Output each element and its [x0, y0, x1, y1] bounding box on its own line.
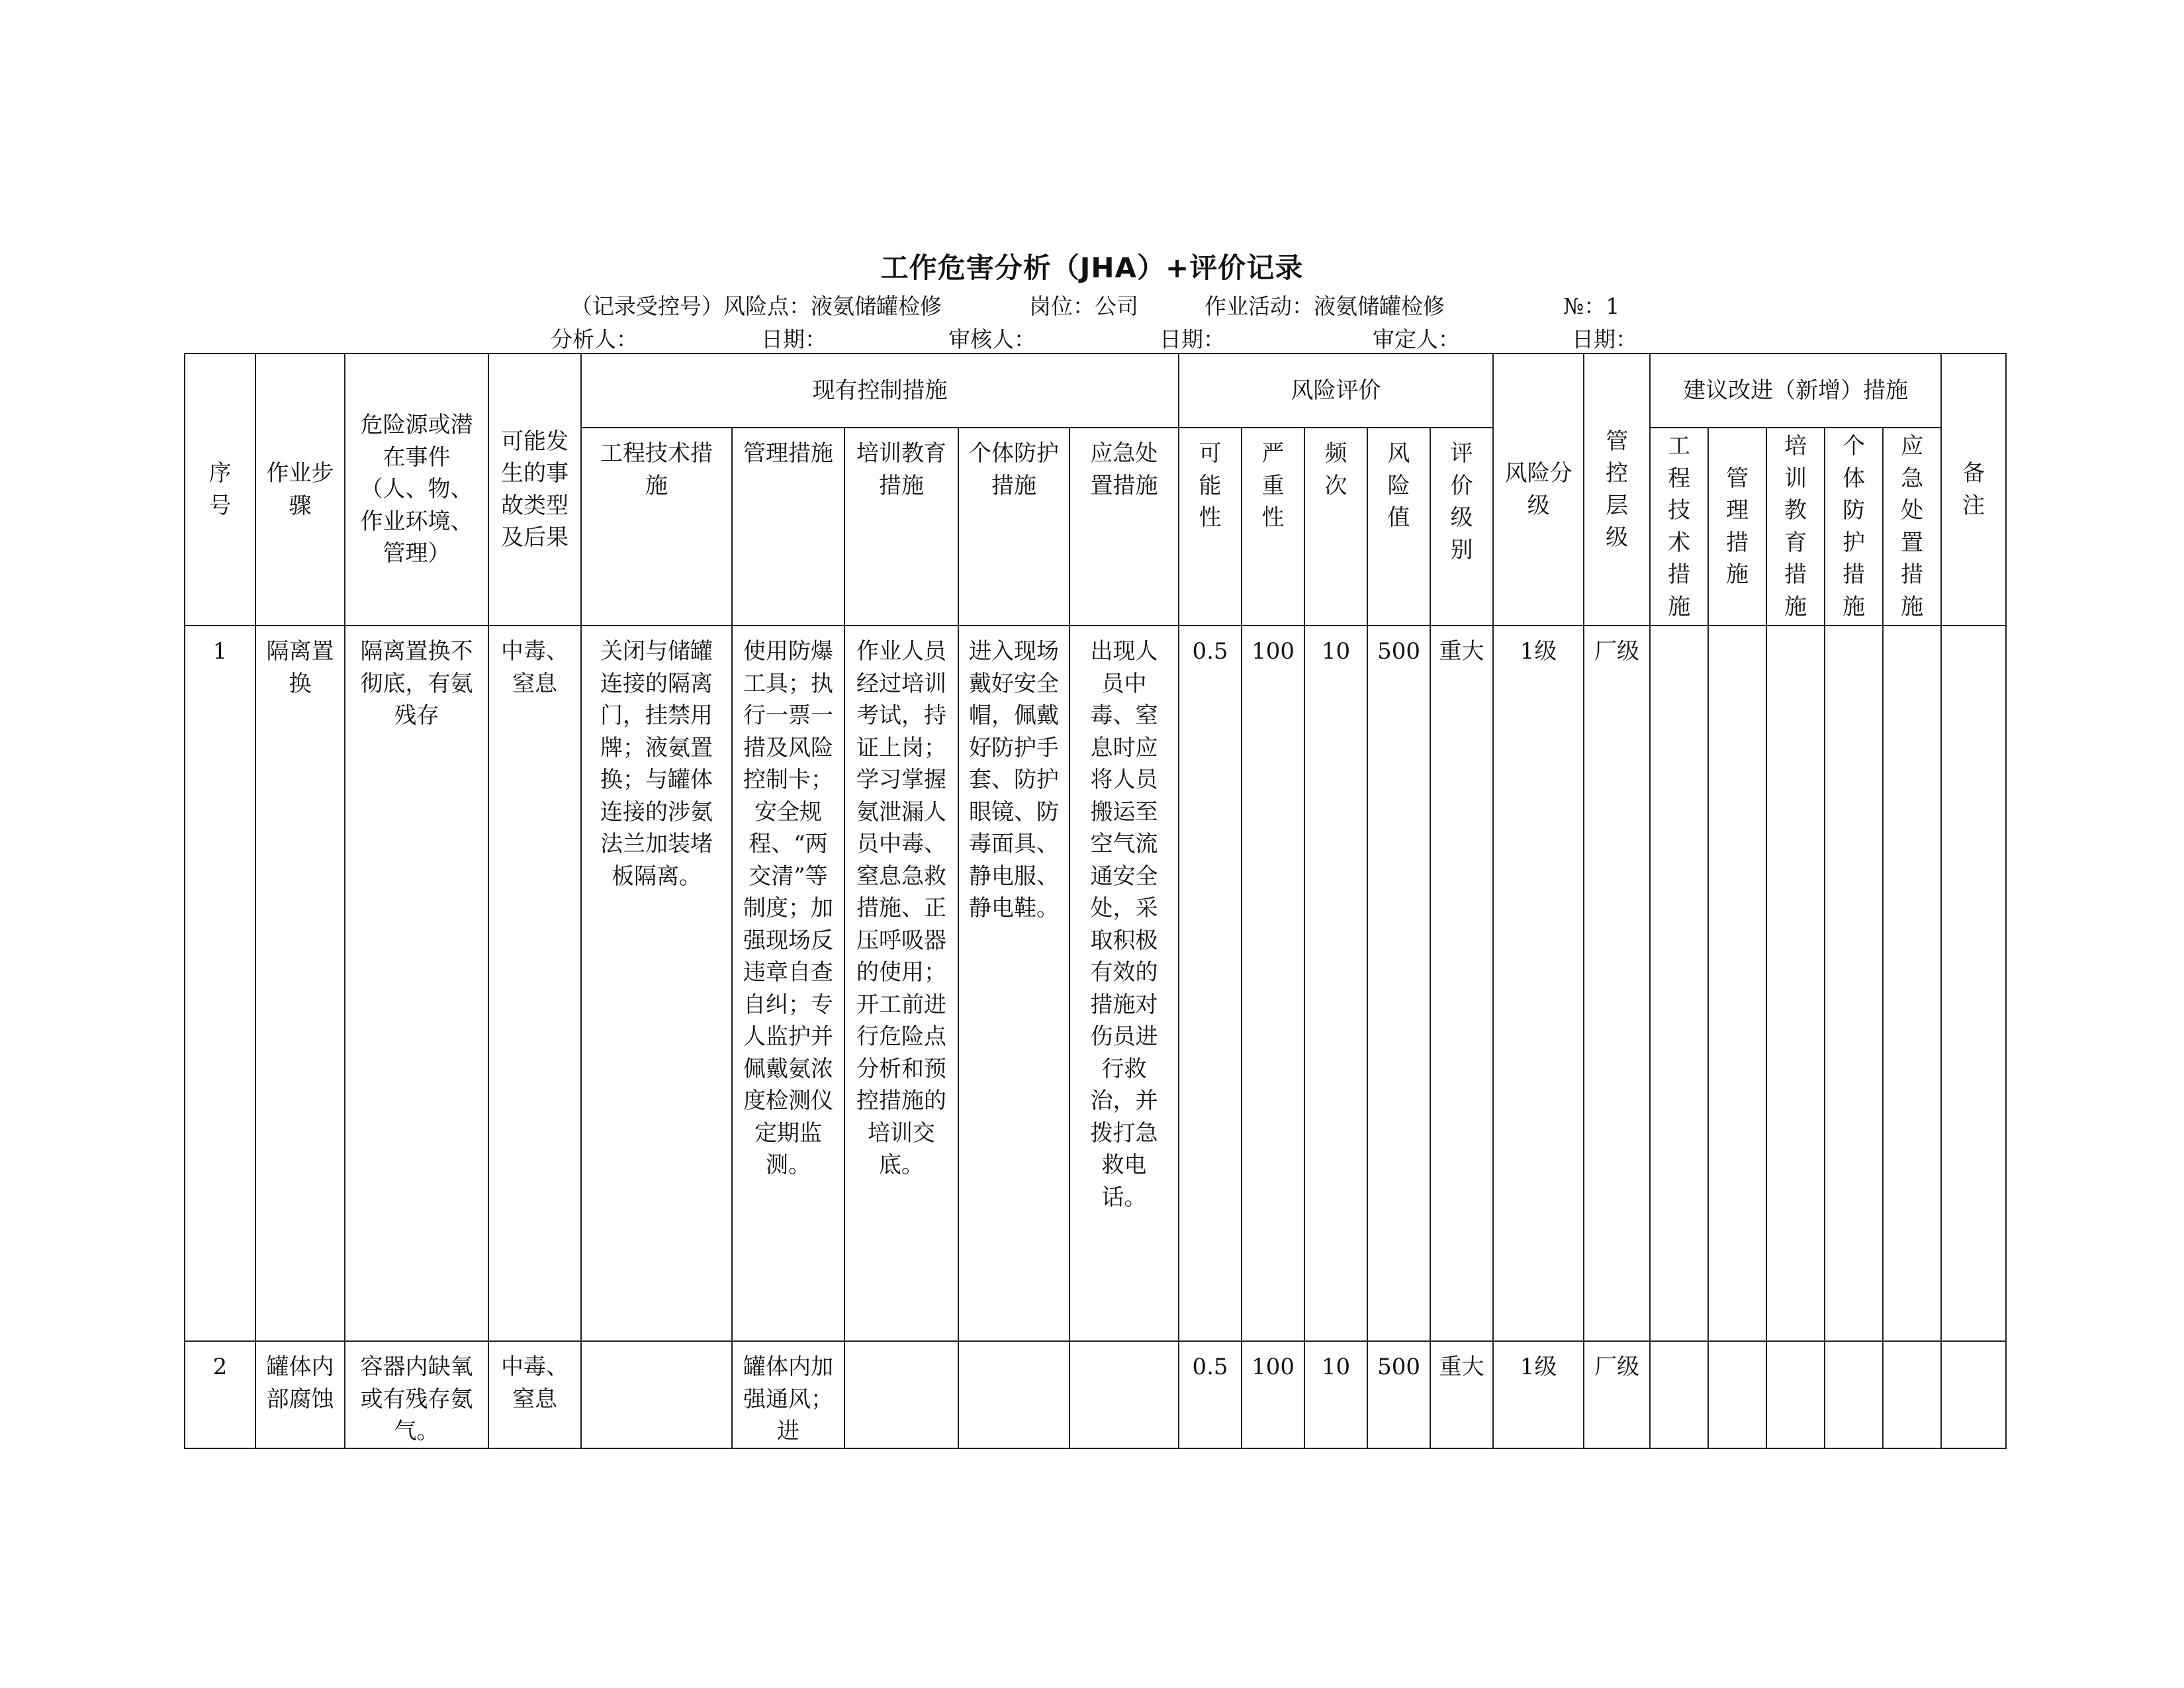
header-risk-grade: 风险分级	[1493, 353, 1584, 626]
cell-imp-engineering	[1650, 626, 1708, 1341]
header-remarks: 备注	[1941, 353, 2006, 626]
meta-approver: 审定人：	[1373, 326, 1460, 352]
cell-hazard: 容器内缺氧或有残存氨气。	[345, 1341, 488, 1448]
header-risk-evaluation: 风险评价	[1179, 353, 1493, 428]
cell-severity: 100	[1242, 1341, 1304, 1448]
header-step: 作业步骤	[255, 353, 345, 626]
header-hazard: 危险源或潜在事件（人、物、作业环境、管理）	[345, 353, 488, 626]
cell-step: 隔离置换	[255, 626, 345, 1341]
meta-record-risk-point: （记录受控号）风险点：液氨储罐检修	[570, 293, 942, 319]
cell-imp-emergency	[1883, 626, 1941, 1341]
cell-seq: 1	[185, 626, 255, 1341]
cell-risk-value: 500	[1367, 1341, 1430, 1448]
cell-management: 使用防爆工具；执行一票一措及风险控制卡；安全规程、“两交清”等制度；加强现场反违章自查自纠；专人监护并佩戴氨浓度检测仪定期监测。	[732, 626, 844, 1341]
cell-ppe: 进入现场戴好安全帽，佩戴好防护手套、防护眼镜、防毒面具、静电服、静电鞋。	[958, 626, 1069, 1341]
cell-imp-management	[1708, 1341, 1766, 1448]
cell-imp-management	[1708, 626, 1766, 1341]
cell-likelihood: 0.5	[1179, 1341, 1242, 1448]
header-frequency: 频次	[1304, 428, 1367, 626]
meta-date-1: 日期：	[761, 326, 827, 352]
cell-imp-emergency	[1883, 1341, 1941, 1448]
cell-hazard: 隔离置换不彻底，有氨残存	[345, 626, 488, 1341]
cell-remarks	[1941, 626, 2006, 1341]
cell-severity: 100	[1242, 626, 1304, 1341]
cell-risk-value: 500	[1367, 626, 1430, 1341]
cell-imp-training	[1766, 1341, 1825, 1448]
header-consequence: 可能发生的事故类型及后果	[488, 353, 581, 626]
cell-risk-grade: 1级	[1493, 626, 1584, 1341]
header-training: 培训教育措施	[844, 428, 958, 626]
table-row	[185, 626, 2006, 1341]
header-ppe: 个体防护措施	[958, 428, 1069, 626]
cell-imp-training	[1766, 626, 1825, 1341]
header-imp-emergency: 应急处置措施	[1883, 428, 1941, 626]
cell-likelihood: 0.5	[1179, 626, 1242, 1341]
cell-training	[844, 1341, 958, 1448]
cell-frequency: 10	[1304, 626, 1367, 1341]
header-imp-training: 培训教育措施	[1766, 428, 1825, 626]
cell-ppe	[958, 1341, 1069, 1448]
cell-control-level: 厂级	[1584, 1341, 1650, 1448]
cell-training: 作业人员经过培训考试，持证上岗；学习掌握氨泄漏人员中毒、窒息急救措施、正压呼吸器的使用；开工前进行危险点分析和预控措施的培训交底。	[844, 626, 958, 1341]
meta-analyst: 分析人：	[551, 326, 638, 352]
cell-imp-ppe	[1825, 626, 1883, 1341]
document-title: 工作危害分析（JHA）+评价记录	[880, 252, 1304, 284]
meta-reviewer: 审核人：	[948, 326, 1036, 352]
cell-step: 罐体内部腐蚀	[255, 1341, 345, 1448]
header-improvement: 建议改进（新增）措施	[1650, 353, 1941, 428]
cell-eval-level: 重大	[1430, 626, 1493, 1341]
cell-imp-engineering	[1650, 1341, 1708, 1448]
header-engineering: 工程技术措施	[581, 428, 732, 626]
meta-date-3: 日期：	[1572, 326, 1637, 352]
cell-remarks	[1941, 1341, 2006, 1448]
meta-post: 岗位：公司	[1029, 293, 1138, 319]
header-seq: 序号	[185, 353, 255, 626]
cell-engineering: 关闭与储罐连接的隔离门，挂禁用牌；液氨置换；与罐体连接的涉氨法兰加装堵板隔离。	[581, 626, 732, 1341]
header-imp-management: 管理措施	[1708, 428, 1766, 626]
cell-emergency: 出现人员中毒、窒息时应将人员搬运至空气流通安全处，采取积极有效的措施对伤员进行救治，并拨打急救电话。	[1069, 626, 1179, 1341]
cell-seq: 2	[185, 1341, 255, 1448]
cell-emergency	[1069, 1341, 1179, 1448]
cell-imp-ppe	[1825, 1341, 1883, 1448]
jha-table	[184, 353, 2007, 1449]
cell-engineering	[581, 1341, 732, 1448]
meta-activity: 作业活动：液氨储罐检修	[1205, 293, 1445, 319]
header-severity: 严重性	[1242, 428, 1304, 626]
header-imp-engineering: 工程技术措施	[1650, 428, 1708, 626]
header-control-level: 管控层级	[1584, 353, 1650, 626]
cell-management: 罐体内加强通风；进	[732, 1341, 844, 1448]
header-eval-level: 评价级别	[1430, 428, 1493, 626]
header-imp-ppe: 个体防护措施	[1825, 428, 1883, 626]
cell-eval-level: 重大	[1430, 1341, 1493, 1448]
header-likelihood: 可能性	[1179, 428, 1242, 626]
cell-consequence: 中毒、窒息	[488, 1341, 581, 1448]
cell-frequency: 10	[1304, 1341, 1367, 1448]
meta-date-2: 日期：	[1160, 326, 1225, 352]
header-management: 管理措施	[732, 428, 844, 626]
header-risk-value: 风险值	[1367, 428, 1430, 626]
cell-risk-grade: 1级	[1493, 1341, 1584, 1448]
meta-number: №：1	[1563, 293, 1620, 319]
table-row	[185, 1341, 2006, 1448]
cell-consequence: 中毒、窒息	[488, 626, 581, 1341]
header-current-controls: 现有控制措施	[581, 353, 1179, 428]
cell-control-level: 厂级	[1584, 626, 1650, 1341]
header-emergency: 应急处置措施	[1069, 428, 1179, 626]
